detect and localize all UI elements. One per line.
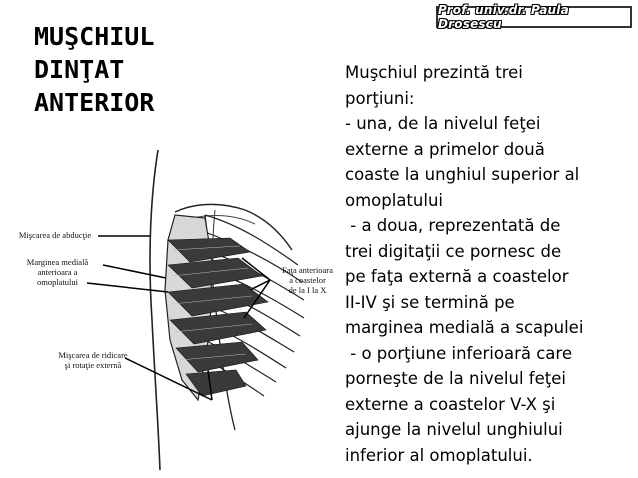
- description-line: - a doua, reprezentată de: [345, 216, 561, 235]
- description-line: - o porţiune inferioară care: [345, 343, 572, 363]
- label-rib-face: Faţa anterioara a coastelor de la I la X: [282, 265, 333, 295]
- label-elevation-rotation: Mişcarea de ridicare şi rotaţie externă: [58, 350, 128, 370]
- description-line: porneşte de la nivelul feţei: [345, 369, 566, 388]
- description-line: - una, de la nivelul feţei: [345, 114, 541, 133]
- title-line-2: DINŢAT: [34, 55, 125, 84]
- description-line: marginea medială a scapulei: [345, 318, 584, 337]
- description-line: inferior al omoplatului.: [345, 445, 533, 465]
- description-line: trei digitaţii ce pornesc de: [345, 241, 562, 261]
- label-abduction: Mişcarea de abducţie: [18, 230, 92, 240]
- description-line: II-IV şi se termină pe: [345, 292, 515, 312]
- description-line: coaste la unghiul superior al: [345, 165, 580, 184]
- description-line: pe faţa externă a coastelor: [345, 267, 569, 286]
- author-banner: Prof. univ.dr. Paula Drosescu: [436, 6, 632, 28]
- description-line: externe a coastelor V-X şi: [345, 394, 556, 414]
- description-line: Muşchiul prezintă trei: [345, 63, 523, 82]
- description-line: externe a primelor două: [345, 139, 545, 159]
- description-line: ajunge la nivelul unghiului: [345, 420, 563, 439]
- description-line: porţiuni:: [345, 88, 415, 108]
- title-line-1: MUŞCHIUL: [34, 22, 155, 51]
- label-medial-margin: Marginea medială anterioara a omoplatului: [26, 257, 89, 287]
- description-line: omoplatului: [345, 190, 443, 210]
- description-text: [345, 60, 635, 468]
- title-line-3: ANTERIOR: [34, 88, 155, 117]
